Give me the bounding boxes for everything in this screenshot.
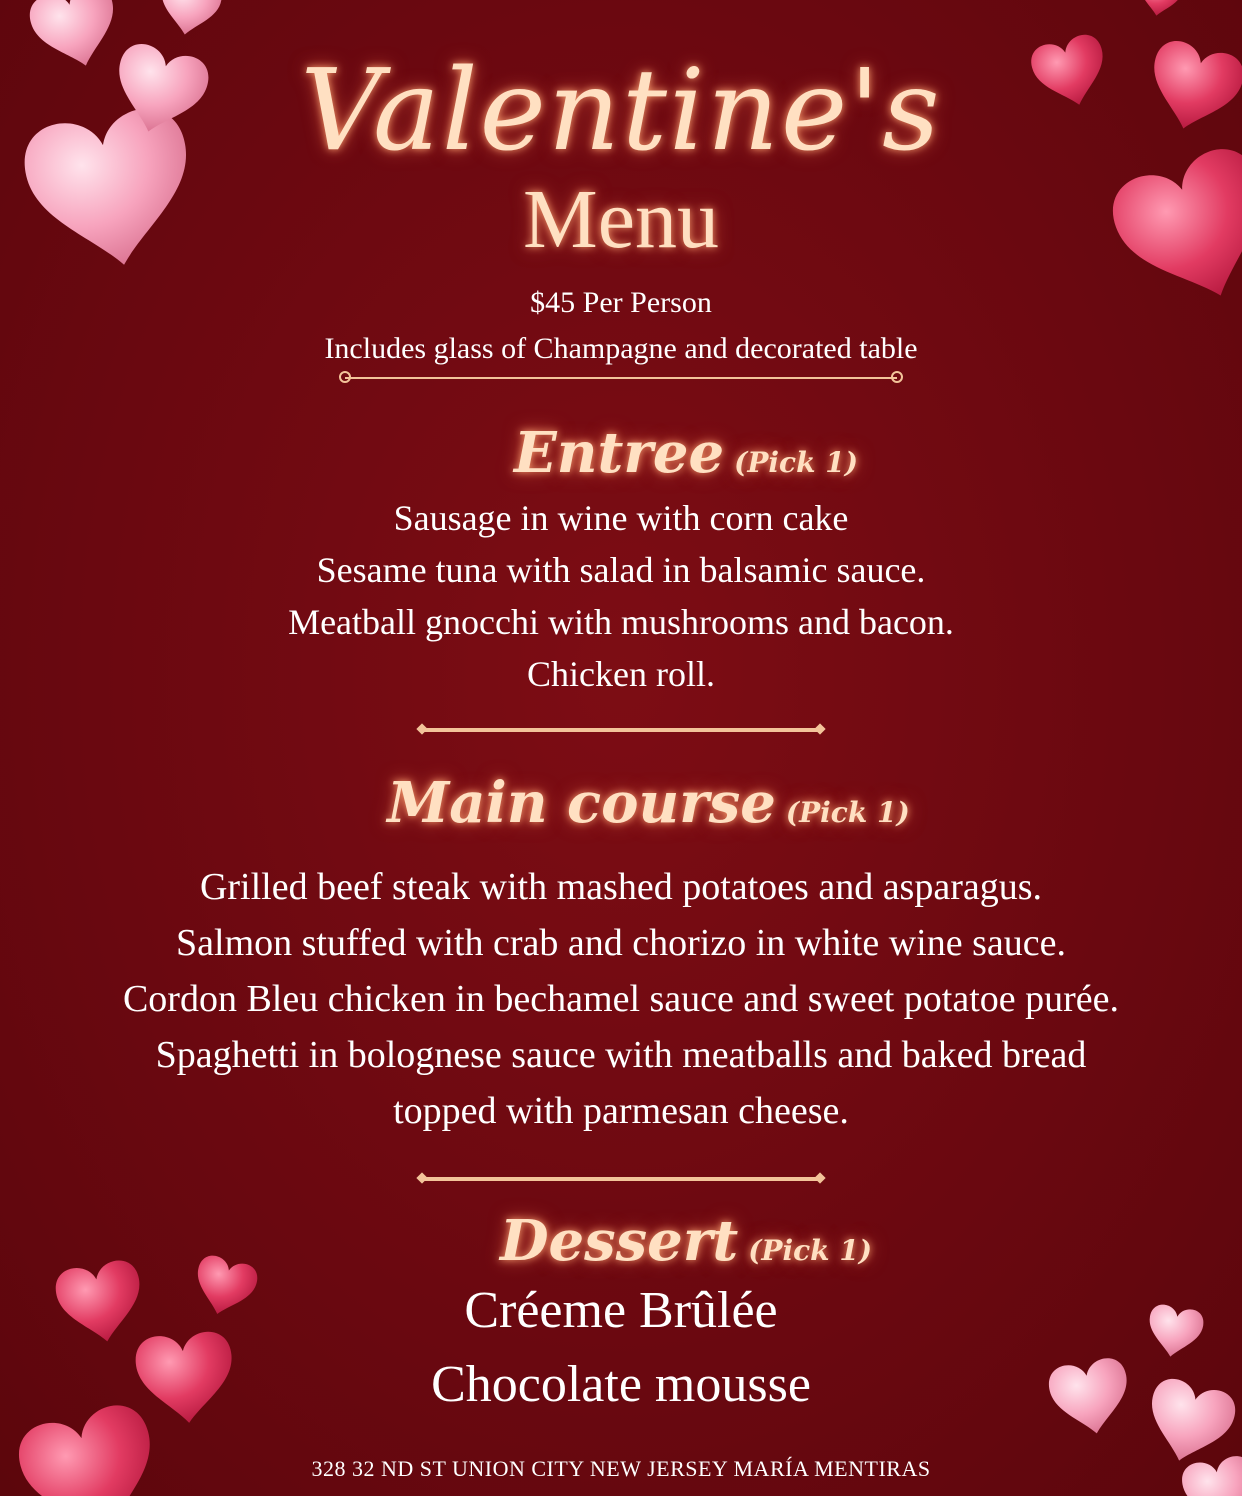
entree-heading xyxy=(0,420,1242,486)
list-item: Chocolate mousse xyxy=(431,1356,811,1413)
dessert-pick: (Pick 1) xyxy=(748,1234,873,1267)
dessert-list xyxy=(0,1282,1242,1433)
list-item: Cordon Bleu chicken in bechamel sauce and sweet potatoe purée. xyxy=(122,978,1120,1020)
list-item: Spaghetti in bolognese sauce with meatballs and baked bread xyxy=(155,1034,1087,1076)
list-item: Sesame tuna with salad in balsamic sauce. xyxy=(316,550,926,590)
section-divider xyxy=(422,1177,820,1181)
menu-title: Menu xyxy=(523,173,719,266)
main-course-heading xyxy=(0,770,1242,836)
footer-address: 328 32 ND ST UNION CITY NEW JERSEY MARÍA MENTIRAS xyxy=(311,1456,931,1481)
list-item: Chicken roll. xyxy=(527,654,715,694)
entree-list xyxy=(0,500,1242,708)
list-item: Salmon stuffed with crab and chorizo in white wine sauce. xyxy=(176,922,1066,964)
list-item: Grilled beef steak with mashed potatoes and asparagus. xyxy=(199,866,1043,908)
entree-title: Entree xyxy=(514,420,725,486)
includes-text: Includes glass of Champagne and decorated table xyxy=(324,332,918,365)
entree-pick: (Pick 1) xyxy=(734,446,858,479)
menu-title-script: Valentine's xyxy=(300,46,942,176)
list-item: topped with parmesan cheese. xyxy=(393,1090,849,1132)
list-item: Sausage in wine with corn cake xyxy=(393,498,849,538)
header-divider xyxy=(345,377,897,379)
list-item: Meatball gnocchi with mushrooms and bacon. xyxy=(288,602,954,642)
price-text: $45 Per Person xyxy=(530,286,712,319)
list-item: Créeme Brûlée xyxy=(464,1282,778,1339)
dessert-title: Dessert xyxy=(499,1208,739,1274)
main-course-pick: (Pick 1) xyxy=(785,796,910,829)
dessert-heading xyxy=(0,1208,1242,1274)
main-course-list xyxy=(0,868,1242,1148)
section-divider xyxy=(422,728,820,732)
main-course-title: Main course xyxy=(387,770,776,836)
